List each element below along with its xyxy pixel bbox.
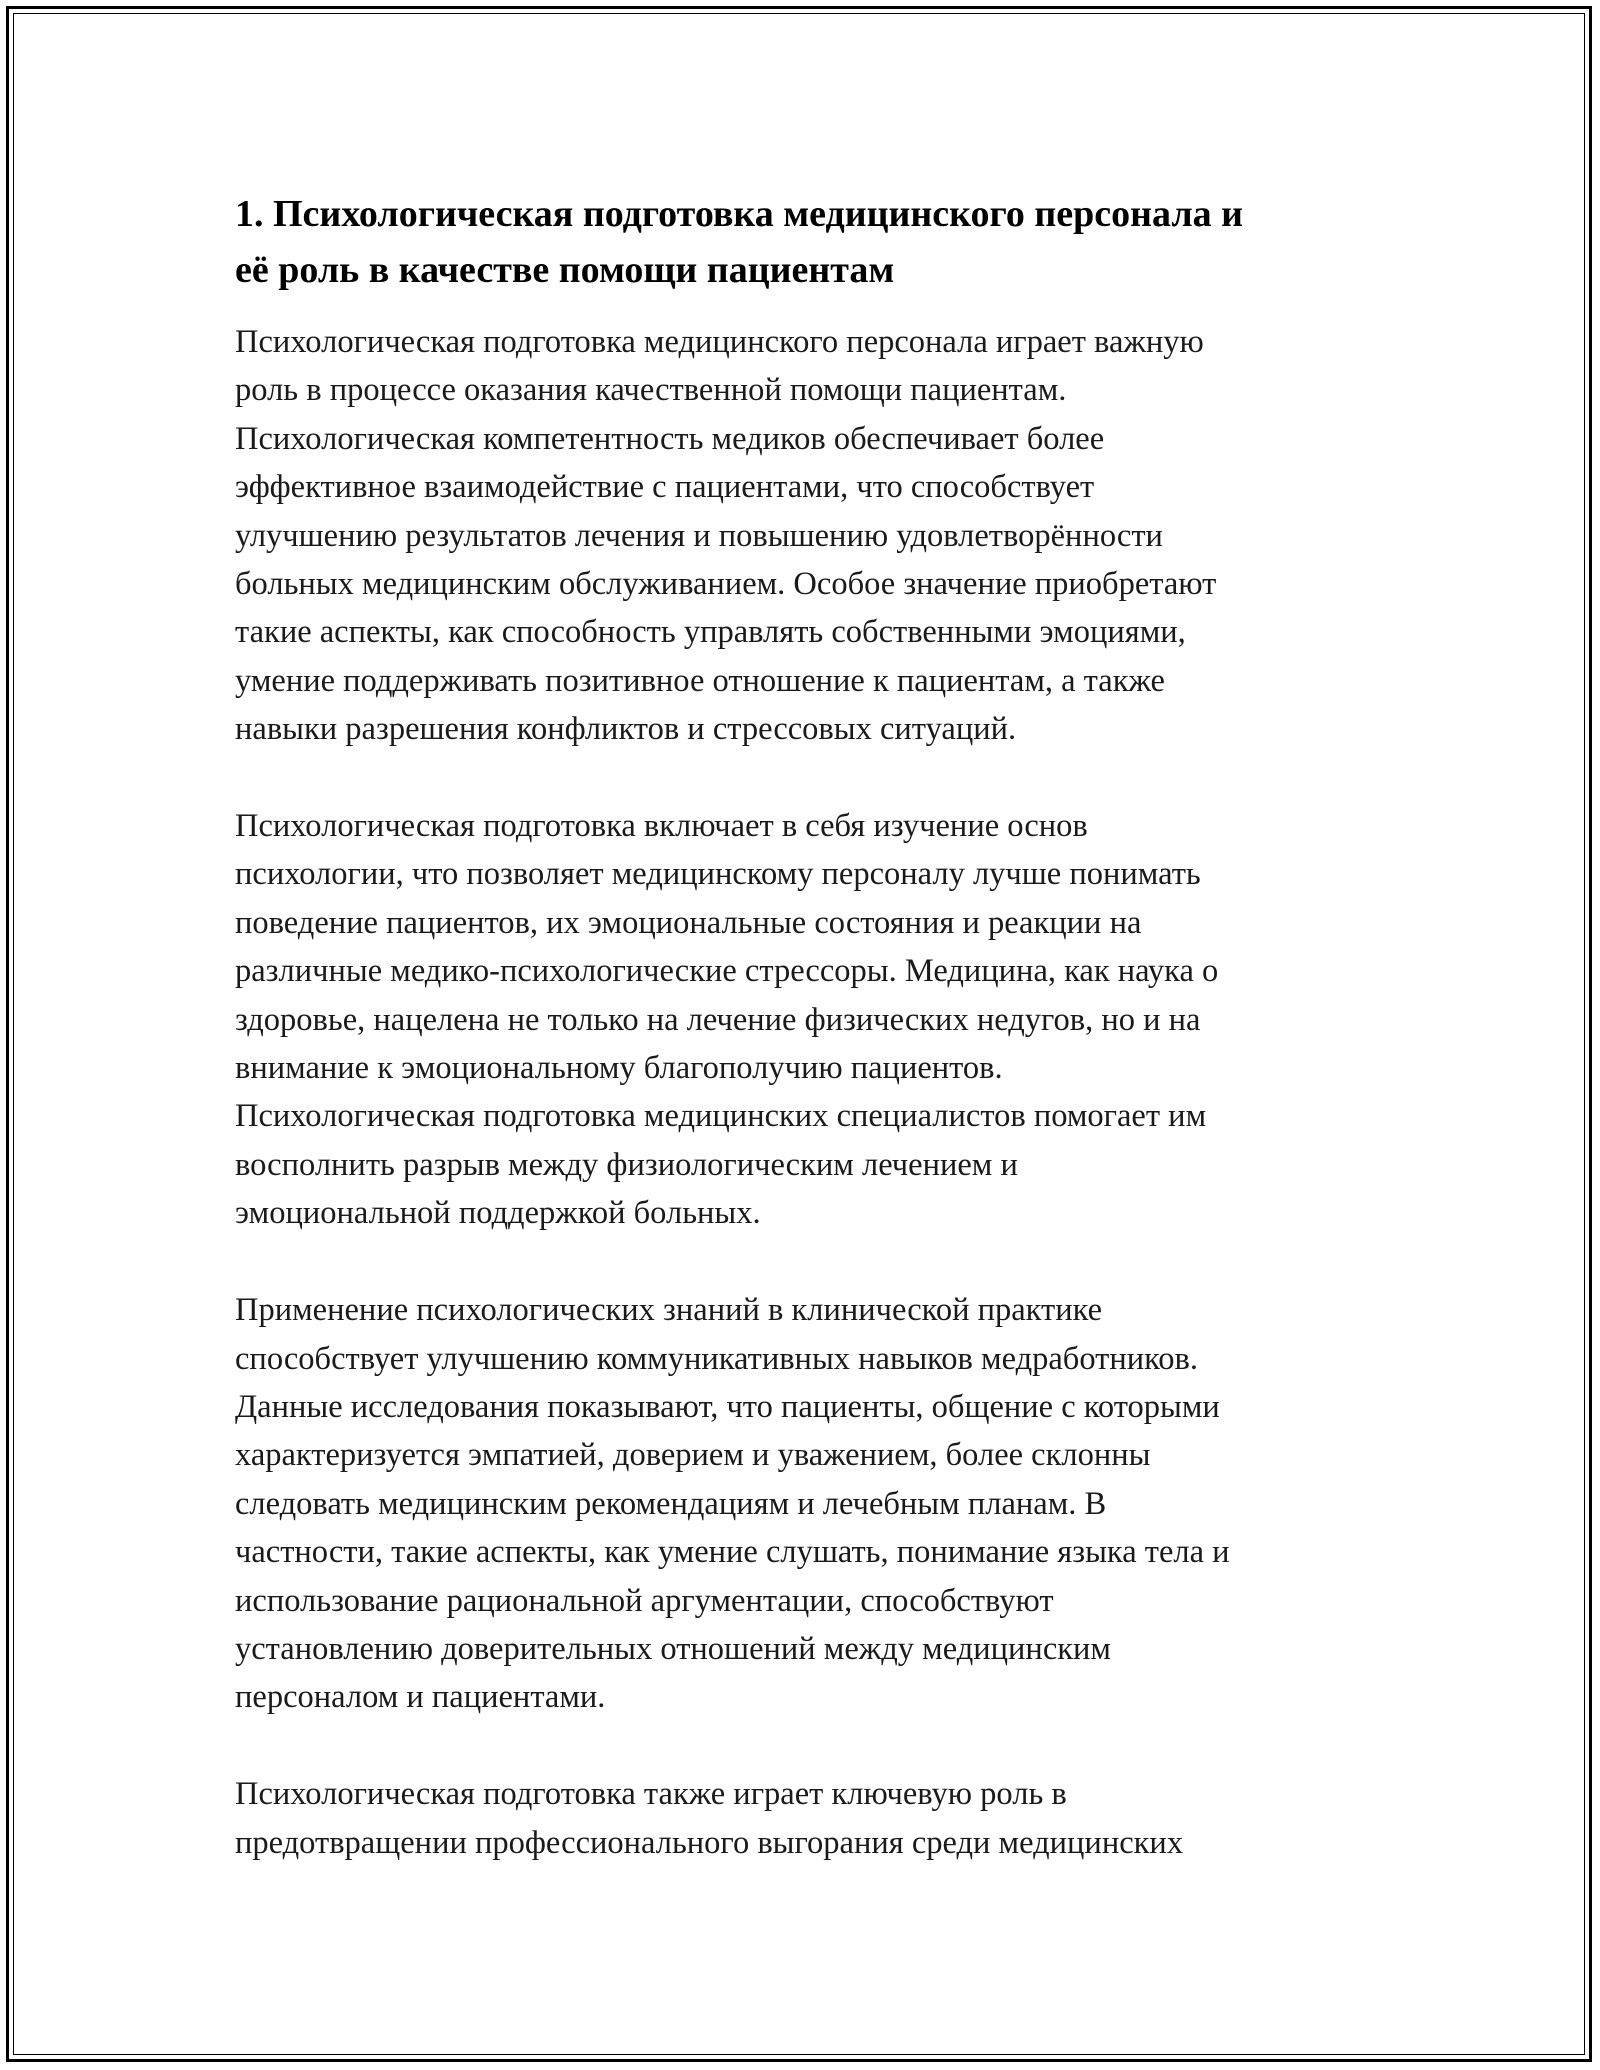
text-line: Психологическая подготовка включает в себя изучение основ [235,808,1088,845]
document-body [235,186,1375,1915]
heading-line: её роль в качестве помощи пациентам [235,249,895,291]
paragraph-3 [235,1286,1375,1722]
text-line: больных медицинским обслуживанием. Особое значение приобретают [235,566,1217,603]
text-line: различные медико-психологические стрессоры. Медицина, как наука о [235,953,1219,990]
paragraph-1 [235,318,1375,754]
text-line: Применение психологических знаний в клинической практике [235,1292,1103,1329]
text-line: Психологическая компетентность медиков обеспечивает более [235,420,1105,457]
paragraph-2 [235,802,1375,1238]
text-line: восполнить разрыв между физиологическим лечением и [235,1146,1018,1183]
text-line: Психологическая подготовка медицинских специалистов помогает им [235,1098,1207,1135]
text-line: улучшению результатов лечения и повышению удовлетворённости [235,517,1163,554]
text-line: способствует улучшению коммуникативных навыков медработников. [235,1340,1199,1377]
text-line: использование рациональной аргументации, способствуют [235,1582,1054,1619]
text-line: роль в процессе оказания качественной помощи пациентам. [235,372,1067,409]
text-line: Психологическая подготовка медицинского персонала играет важную [235,324,1204,360]
text-line: Психологическая подготовка также играет ключевую роль в [235,1776,1067,1813]
paragraph-4 [235,1770,1375,1867]
text-line: психологии, что позволяет медицинскому персоналу лучше понимать [235,856,1201,893]
text-line: характеризуется эмпатией, доверием и уважением, более склонны [235,1437,1151,1474]
text-line: поведение пациентов, их эмоциональные состояния и реакции на [235,904,1142,941]
text-line: предотвращении профессионального выгорания среди медицинских [235,1824,1184,1861]
text-line: такие аспекты, как способность управлять собственными эмоциями, [235,614,1186,651]
text-line: эффективное взаимодействие с пациентами, что способствует [235,469,1095,506]
text-line: частности, такие аспекты, как умение слушать, понимание языка тела и [235,1534,1230,1571]
text-line: умение поддерживать позитивное отношение к пациентам, а также [235,662,1165,699]
heading-line: 1. Психологическая подготовка медицинского персонала и [235,193,1244,235]
text-line: установлению доверительных отношений между медицинским [235,1630,1111,1667]
text-line: здоровье, нацелена не только на лечение физических недугов, но и на [235,1001,1201,1038]
text-line: Данные исследования показывают, что пациенты, общение с которыми [235,1388,1220,1425]
text-line: внимание к эмоциональному благополучию пациентов. [235,1050,1003,1087]
section-heading [235,186,1375,298]
text-line: следовать медицинским рекомендациям и лечебным планам. В [235,1485,1107,1522]
text-line: персоналом и пациентами. [235,1679,606,1716]
text-line: навыки разрешения конфликтов и стрессовых ситуаций. [235,711,1017,748]
text-line: эмоциональной поддержкой больных. [235,1195,761,1232]
